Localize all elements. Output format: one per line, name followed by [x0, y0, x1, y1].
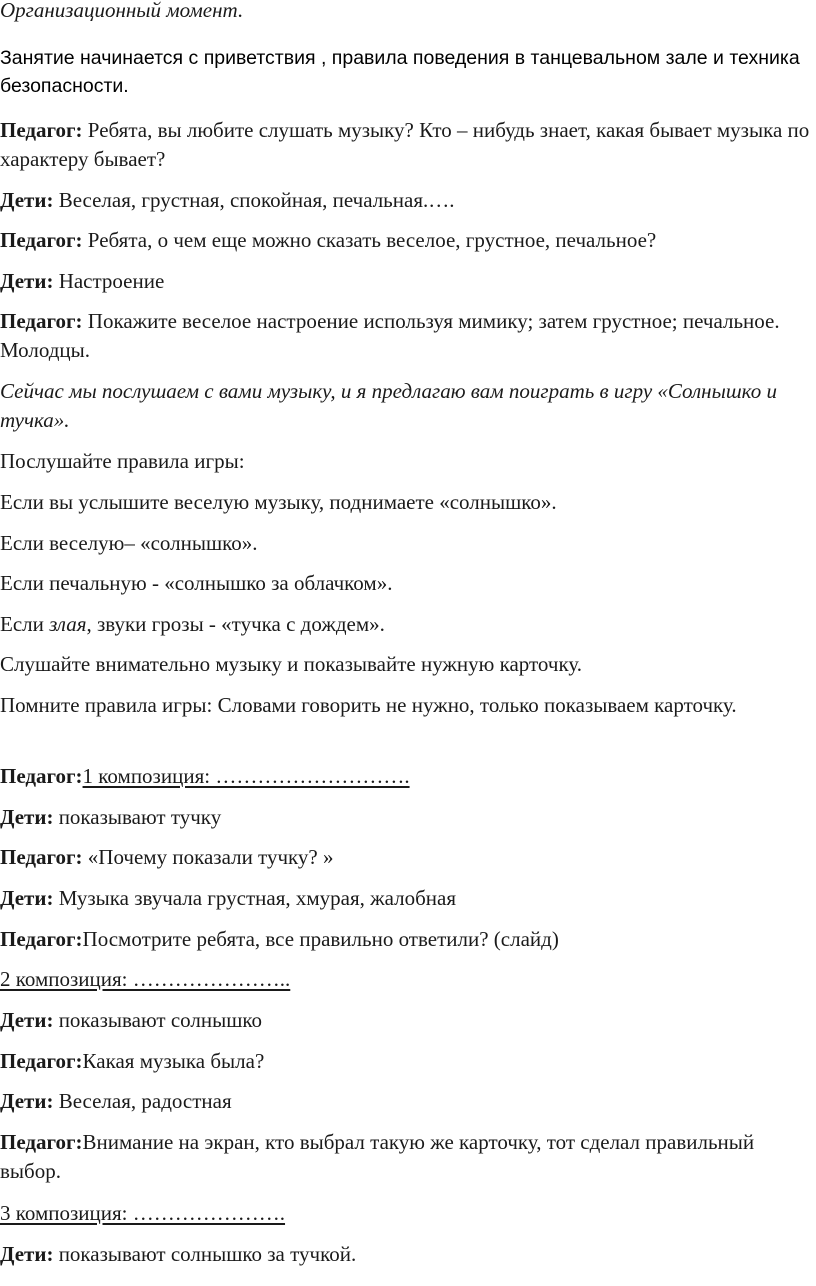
composition-label: 1 композиция: ……………………….	[82, 764, 410, 788]
dialogue-text: Настроение	[58, 269, 165, 293]
dialogue-text: Ребята, вы любите слушать музыку? Кто – нибудь знает, какая бывает музыка по характеру бывает?	[0, 118, 810, 171]
rule-line-3: Если печальную - «солнышко за облачком».	[0, 571, 393, 595]
dialogue-text: Музыка звучала грустная, хмурая, жалобная	[58, 886, 457, 910]
dialogue-teacher-3	[0, 307, 812, 365]
speaker-label: Педагог:	[0, 927, 83, 951]
dialogue-teacher-7	[0, 1047, 812, 1076]
dialogue-teacher-5	[0, 843, 812, 872]
speaker-label: Дети:	[0, 1008, 54, 1032]
dialogue-text: Веселая, радостная	[58, 1089, 232, 1113]
speaker-label: Дети:	[0, 1242, 54, 1266]
dialogue-teacher-1	[0, 116, 812, 174]
dialogue-teacher-6	[0, 925, 812, 954]
composition-3-label	[0, 1199, 812, 1228]
dialogue-text: показывают тучку	[58, 805, 222, 829]
dialogue-text: Покажите веселое настроение используя мимику; затем грустное; печальное. Молодцы.	[0, 309, 780, 362]
speaker-label: Педагог:	[0, 118, 83, 142]
rules-heading: Послушайте правила игры:	[0, 449, 245, 473]
dialogue-teacher-8	[0, 1128, 812, 1186]
speaker-label: Педагог:	[0, 764, 83, 788]
dialogue-text: Веселая, грустная, спокойная, печальная.….	[58, 188, 455, 212]
dialogue-children-7	[0, 1240, 812, 1269]
rule-line-6: Помните правила игры: Словами говорить не нужно, только показываем карточку.	[0, 693, 737, 717]
dialogue-text: Посмотрите ребята, все правильно ответили? (слайд)	[82, 927, 559, 951]
dialogue-text: Внимание на экран, кто выбрал такую же карточку, тот сделал правильный выбор.	[0, 1130, 755, 1183]
dialogue-teacher-2	[0, 226, 812, 255]
dialogue-children-2	[0, 267, 812, 296]
speaker-label: Дети:	[0, 805, 54, 829]
speaker-label: Педагог:	[0, 1130, 83, 1154]
dialogue-text: показывают солнышко за тучкой.	[58, 1242, 357, 1266]
game-intro: Сейчас мы послушаем с вами музыку, и я предлагаю вам поиграть в игру «Солнышко и тучка».	[0, 379, 777, 432]
speaker-label: Педагог:	[0, 1049, 83, 1073]
dialogue-text: «Почему показали тучку? »	[87, 845, 334, 869]
dialogue-children-4	[0, 884, 812, 913]
rule-line-4	[0, 610, 812, 639]
speaker-label: Педагог:	[0, 309, 83, 333]
dialogue-children-1	[0, 186, 812, 215]
dialogue-text: Какая музыка была?	[82, 1049, 265, 1073]
speaker-label: Дети:	[0, 886, 54, 910]
composition-2-label	[0, 965, 812, 994]
speaker-label: Дети:	[0, 188, 54, 212]
dialogue-children-6	[0, 1087, 812, 1116]
section-heading: Организационный момент.	[0, 0, 244, 22]
rule-line-2: Если веселую– «солнышко».	[0, 531, 258, 555]
composition-label: 3 композиция: ………………….	[0, 1201, 286, 1225]
speaker-label: Дети:	[0, 269, 54, 293]
dialogue-children-5	[0, 1006, 812, 1035]
dialogue-teacher-4	[0, 762, 812, 791]
intro-paragraph: Занятие начинается с приветствия , правила поведения в танцевальном зале и техника безопасности.	[0, 47, 800, 97]
speaker-label: Педагог:	[0, 228, 83, 252]
dialogue-text: Ребята, о чем еще можно сказать веселое, грустное, печальное?	[87, 228, 657, 252]
dialogue-text: показывают солнышко	[58, 1008, 263, 1032]
dialogue-children-3	[0, 803, 812, 832]
composition-label: 2 композиция: …………………..	[0, 967, 291, 991]
speaker-label: Дети:	[0, 1089, 54, 1113]
rule-text: , звуки грозы - «тучка с дождем».	[86, 612, 385, 636]
rule-text: Если	[0, 612, 50, 636]
rule-line-5: Слушайте внимательно музыку и показывайте нужную карточку.	[0, 652, 583, 676]
rule-line-1: Если вы услышите веселую музыку, поднимаете «солнышко».	[0, 490, 557, 514]
speaker-label: Педагог:	[0, 845, 83, 869]
rule-emphasis: злая	[49, 612, 87, 636]
